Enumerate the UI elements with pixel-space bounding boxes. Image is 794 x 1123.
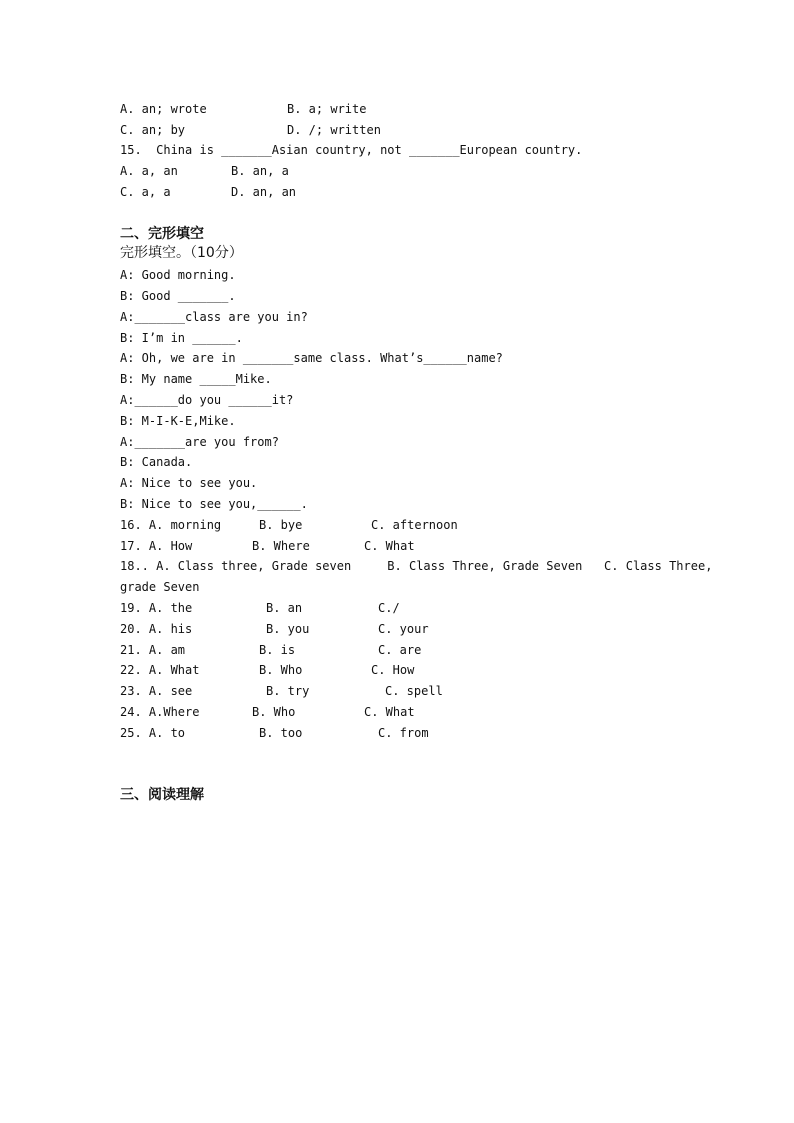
question-option-c: C. from [378,726,429,740]
question-option-c: C./ [378,601,400,615]
question-row-21 [120,643,700,657]
q15-options-row-1 [120,164,700,178]
q15-options-row-2 [120,185,700,199]
question-option-c: C. What [364,705,415,719]
question-option-a: 17. A. How [120,539,193,553]
question-option-c: C. How [371,663,415,677]
dialogue-line: B: My name _____Mike. [120,372,272,386]
q15-option-a: A. a, an [120,164,178,178]
dialogue-line: B: Good _______. [120,289,236,303]
q15-stem: 15. China is _______Asian country, not _______European country. [120,143,583,157]
question-option-c: C. spell [385,684,443,698]
question-row-24 [120,705,700,719]
question-option-a: 24. A.Where [120,705,200,719]
question-18-line-1: 18.. A. Class three, Grade seven B. Class Three, Grade Seven C. Class Three, [120,559,713,573]
dialogue-line: A:______do you ______it? [120,393,294,407]
question-option-a: 16. A. morning [120,518,222,532]
question-option-b: B. try [266,684,310,698]
question-option-c: C. your [378,622,429,636]
question-option-b: B. Who [259,663,303,677]
question-option-b: B. too [259,726,303,740]
q14-option-a: A. an; wrote [120,102,207,116]
question-option-c: C. are [378,643,422,657]
question-row-19 [120,601,700,615]
question-option-c: C. afternoon [371,518,458,532]
dialogue-line: A:_______class are you in? [120,310,308,324]
q14-option-b: B. a; write [287,102,367,116]
q14-option-d: D. /; written [287,123,381,137]
question-option-a: 19. A. the [120,601,193,615]
q14-options-row-2 [120,123,700,137]
question-row-25 [120,726,700,740]
dialogue-line: A: Nice to see you. [120,476,258,490]
dialogue-line: A:_______are you from? [120,435,279,449]
question-option-a: 20. A. his [120,622,193,636]
question-option-a: 21. A. am [120,643,186,657]
q15-option-c: C. a, a [120,185,171,199]
q14-option-c: C. an; by [120,123,186,137]
q15-option-d: D. an, an [231,185,297,199]
dialogue-line: B: Canada. [120,455,193,469]
q14-options-row-1 [120,102,700,116]
question-row-20 [120,622,700,636]
question-option-c: C. What [364,539,415,553]
section3-heading: 三、阅读理解 [120,787,204,803]
question-18-line-2: grade Seven [120,580,200,594]
dialogue-line: B: M-I-K-E,Mike. [120,414,236,428]
dialogue-line: A: Oh, we are in _______same class. What’s______name? [120,351,503,365]
question-option-a: 22. A. What [120,663,200,677]
dialogue-line: B: Nice to see you,______. [120,497,308,511]
question-row-17 [120,539,700,553]
q15-option-b: B. an, a [231,164,289,178]
question-option-a: 25. A. to [120,726,186,740]
question-row-16 [120,518,700,532]
dialogue-line: A: Good morning. [120,268,236,282]
question-option-b: B. bye [259,518,303,532]
dialogue-line: B: I’m in ______. [120,331,243,345]
question-option-b: B. Where [252,539,310,553]
question-row-22 [120,663,700,677]
question-row-23 [120,684,700,698]
section2-heading: 二、完形填空 [120,226,204,242]
question-option-b: B. is [259,643,296,657]
question-option-b: B. an [266,601,303,615]
section2-instruction: 完形填空。（10分） [120,245,243,261]
question-option-a: 23. A. see [120,684,193,698]
question-option-b: B. Who [252,705,296,719]
question-option-b: B. you [266,622,310,636]
